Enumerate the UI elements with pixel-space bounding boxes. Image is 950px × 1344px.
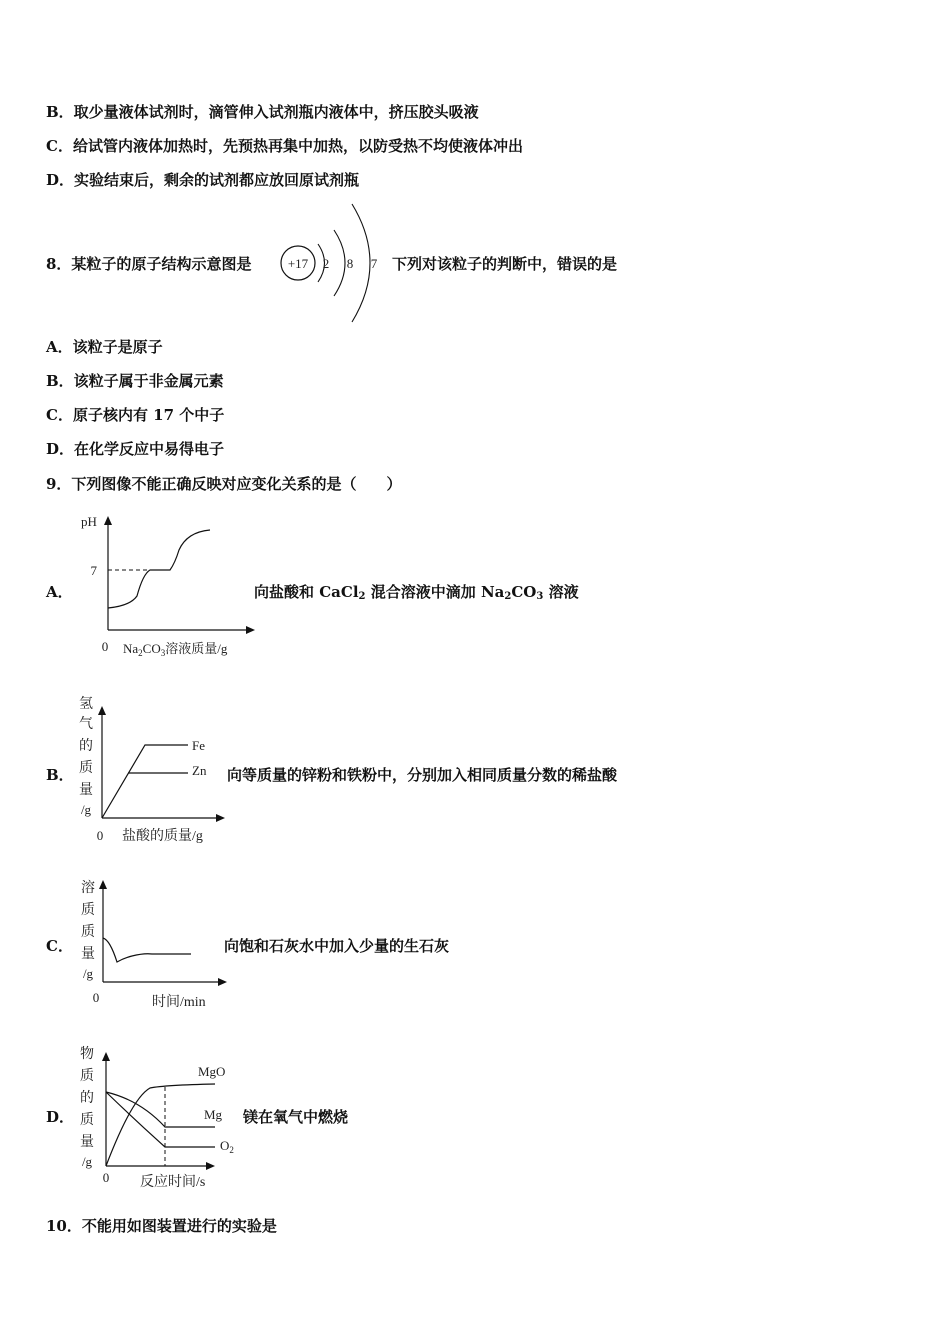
electron-shell-2 <box>334 230 345 296</box>
y-axis-label-2: 质 <box>80 1069 94 1084</box>
q9-option-c-label: C． <box>46 937 73 955</box>
y-axis-label-3: 的 <box>80 1091 94 1106</box>
q9-b-description: 向等质量的锌粉和铁粉中，分别加入相同质量分数的稀盐酸 <box>227 766 618 784</box>
q8-option-b: B．该粒子属于非金属元素 <box>46 372 224 390</box>
o2-curve <box>106 1092 215 1147</box>
mgo-curve <box>106 1084 215 1166</box>
y-axis-label-1: 物 <box>80 1047 94 1062</box>
y-axis-label-2: 质 <box>81 903 95 918</box>
q9-option-d-label: D． <box>46 1108 75 1126</box>
y-axis-label-3: 质 <box>81 925 95 940</box>
q8-stem-prefix: 8．某粒子的原子结构示意图是 <box>46 255 252 273</box>
origin-label: 0 <box>96 828 104 843</box>
ph-curve <box>108 530 210 608</box>
q9-option-a-label: A． <box>46 583 73 601</box>
y-axis-label-3: 的 <box>79 739 93 754</box>
y-axis-arrow-icon <box>104 516 112 525</box>
y-axis-label-1: 溶 <box>81 881 95 896</box>
mg-curve <box>106 1092 215 1127</box>
q8-option-d: D．在化学反应中易得电子 <box>46 440 225 458</box>
o2-label: $O_2$ <box>220 1138 234 1155</box>
fe-line <box>102 745 188 818</box>
q9-a-graph <box>75 508 265 663</box>
q7-option-b: B．取少量液体试剂时，滴管伸入试剂瓶内液体中，挤压胶头吸液 <box>46 103 479 121</box>
shell-1-electrons: 2 <box>322 256 330 271</box>
zn-label: Zn <box>192 763 207 778</box>
q9-a-description: 向盐酸和 CaCl$_2$ 混合溶液中滴加 $Na_2CO_3$ 溶液 <box>254 583 579 602</box>
y-axis-label-4: 质 <box>80 1113 94 1128</box>
y-axis-label-5: /g <box>82 966 94 981</box>
q9-option-b-label: B． <box>46 766 74 784</box>
q9-c-description: 向饱和石灰水中加入少量的生石灰 <box>224 937 450 955</box>
y-tick-7: 7 <box>90 563 97 578</box>
q7-option-c: C．给试管内液体加热时，先预热再集中加热，以防受热不均使液体冲出 <box>46 137 523 155</box>
solute-mass-curve <box>103 938 191 962</box>
q9-d-graph <box>70 1040 245 1195</box>
q7-option-d: D．实验结束后，剩余的试剂都应放回原试剂瓶 <box>46 171 360 189</box>
q9-b-graph <box>70 690 235 850</box>
y-axis-label-4: 质 <box>79 761 93 776</box>
electron-shell-3 <box>352 204 370 322</box>
x-axis-arrow-icon <box>246 626 255 634</box>
y-axis-label-6: /g <box>81 1154 93 1169</box>
origin-label: 0 <box>92 990 100 1005</box>
x-axis-label: 时间/min <box>152 995 206 1010</box>
y-axis-label-6: /g <box>80 802 92 817</box>
x-axis-label: $Na_2CO_3$溶液质量/g <box>123 641 228 658</box>
shell-2-electrons: 8 <box>346 256 354 271</box>
y-axis-label-5: 量 <box>79 783 93 798</box>
y-axis-label-1: 氢 <box>79 697 93 712</box>
y-axis-label-2: 气 <box>79 717 93 732</box>
q9-c-graph <box>72 870 232 1015</box>
atom-structure-diagram <box>276 200 386 325</box>
origin-label: 0 <box>102 1170 110 1185</box>
shell-3-electrons: 7 <box>370 256 378 271</box>
q10-stem: 10．不能用如图装置进行的实验是 <box>46 1217 277 1235</box>
mg-label: Mg <box>204 1107 223 1122</box>
y-axis-label: pH <box>81 514 97 529</box>
y-axis-label-4: 量 <box>81 947 95 962</box>
mgo-label: MgO <box>198 1064 226 1079</box>
y-axis-arrow-icon <box>98 706 106 715</box>
origin-label: 0 <box>101 639 109 654</box>
x-axis-arrow-icon <box>218 978 227 986</box>
nucleus-charge: +17 <box>287 256 309 271</box>
q8-option-a: A．该粒子是原子 <box>46 338 163 356</box>
x-axis-label: 反应时间/s <box>140 1175 206 1190</box>
q8-stem-suffix: 下列对该粒子的判断中，错误的是 <box>392 255 618 273</box>
q8-option-c: C．原子核内有 17 个中子 <box>46 406 225 424</box>
q9-stem: 9．下列图像不能正确反映对应变化关系的是（ ） <box>46 475 402 493</box>
y-axis-arrow-icon <box>102 1052 110 1061</box>
y-axis-arrow-icon <box>99 880 107 889</box>
fe-label: Fe <box>192 738 205 753</box>
x-axis-arrow-icon <box>206 1162 215 1170</box>
q9-d-description: 镁在氧气中燃烧 <box>243 1108 349 1126</box>
x-axis-label: 盐酸的质量/g <box>122 829 203 844</box>
y-axis-label-5: 量 <box>80 1135 94 1150</box>
x-axis-arrow-icon <box>216 814 225 822</box>
